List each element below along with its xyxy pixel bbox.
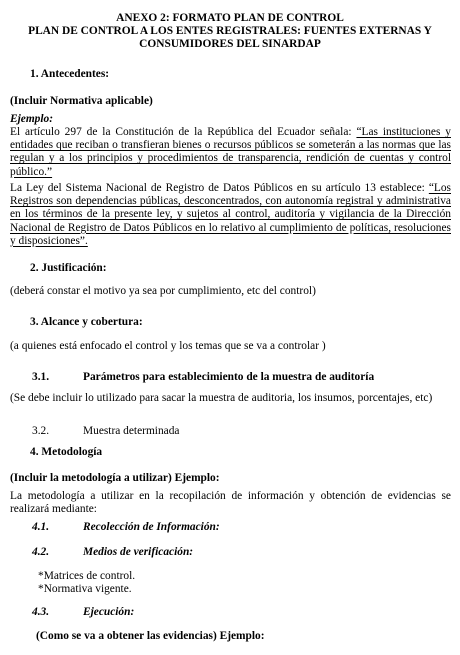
annex-title: ANEXO 2: FORMATO PLAN DE CONTROL bbox=[116, 12, 344, 24]
section-1-heading: 1. Antecedentes: bbox=[30, 68, 110, 80]
section-3-text: (a quienes está enfocado el control y los temas que se va a controlar ) bbox=[10, 340, 326, 352]
subsection-4-2-number: 4.2. bbox=[32, 546, 50, 558]
section-4-intro: La metodología a utilizar en la recopilación de información y obtención de evidencias se realizará mediante: bbox=[10, 490, 451, 516]
law-intro: La Ley del Sistema Nacional de Registro de Datos Públicos en su artículo 13 establece: bbox=[10, 182, 429, 194]
subsection-3-1-title: Parámetros para establecimiento de la muestra de auditoría bbox=[83, 371, 375, 383]
list-item: *Normativa vigente. bbox=[38, 583, 132, 595]
constitution-intro: El artículo 297 de la Constitución de la República del Ecuador señala: bbox=[10, 126, 357, 138]
subsection-4-3-title: Ejecución: bbox=[83, 606, 135, 618]
law-quote: “Los Registros son dependencias públicas, desconcentrados, con autonomía registral y administrativa en los términos de la presente ley, y sujetos al control, auditoría y vigilancia de la Dirección Nacional de Registro de Datos Públicos en lo relativo al cumplimiento de políticas, resoluciones y disposiciones”. bbox=[10, 182, 451, 247]
constitution-quote: “Las instituciones y entidades que reciban o transfieran bienes o recursos públicos se someterán a las normas que las regulan y a los principios y procedimientos de transparencia, rendición de cuentas y control público.” bbox=[10, 126, 451, 178]
subsection-4-2-title: Medios de verificación: bbox=[83, 546, 194, 558]
subsection-3-1-number: 3.1. bbox=[32, 371, 50, 383]
section-4-heading: 4. Metodología bbox=[30, 446, 103, 458]
plan-title-line1: PLAN DE CONTROL A LOS ENTES REGISTRALES: FUENTES EXTERNAS Y bbox=[28, 25, 432, 37]
section-1-note: (Incluir Normativa aplicable) bbox=[10, 95, 153, 107]
section-3-heading: 3. Alcance y cobertura: bbox=[30, 316, 143, 328]
constitution-paragraph bbox=[10, 126, 451, 179]
section-4-note: (Incluir la metodología a utilizar) Ejemplo: bbox=[10, 472, 220, 484]
section-1-example-label: Ejemplo: bbox=[10, 113, 54, 125]
list-item: *Matrices de control. bbox=[38, 570, 136, 582]
subsection-4-1-number: 4.1. bbox=[32, 521, 50, 533]
subsection-3-1-text: (Se debe incluir lo utilizado para sacar la muestra de auditoria, los insumos, porcentajes, etc) bbox=[10, 392, 433, 404]
subsection-3-2-number: 3.2. bbox=[32, 425, 50, 437]
section-2-heading: 2. Justificación: bbox=[30, 262, 107, 274]
law-paragraph bbox=[10, 182, 451, 248]
section-2-text: (deberá constar el motivo ya sea por cumplimiento, etc del control) bbox=[10, 285, 316, 297]
subsection-4-3-number: 4.3. bbox=[32, 606, 50, 618]
subsection-4-1-title: Recolección de Información: bbox=[83, 521, 220, 533]
subsection-3-2-title: Muestra determinada bbox=[83, 425, 180, 437]
plan-title-line2: CONSUMIDORES DEL SINARDAP bbox=[139, 38, 321, 50]
section-4-last-note: (Como se va a obtener las evidencias) Ejemplo: bbox=[36, 630, 265, 642]
